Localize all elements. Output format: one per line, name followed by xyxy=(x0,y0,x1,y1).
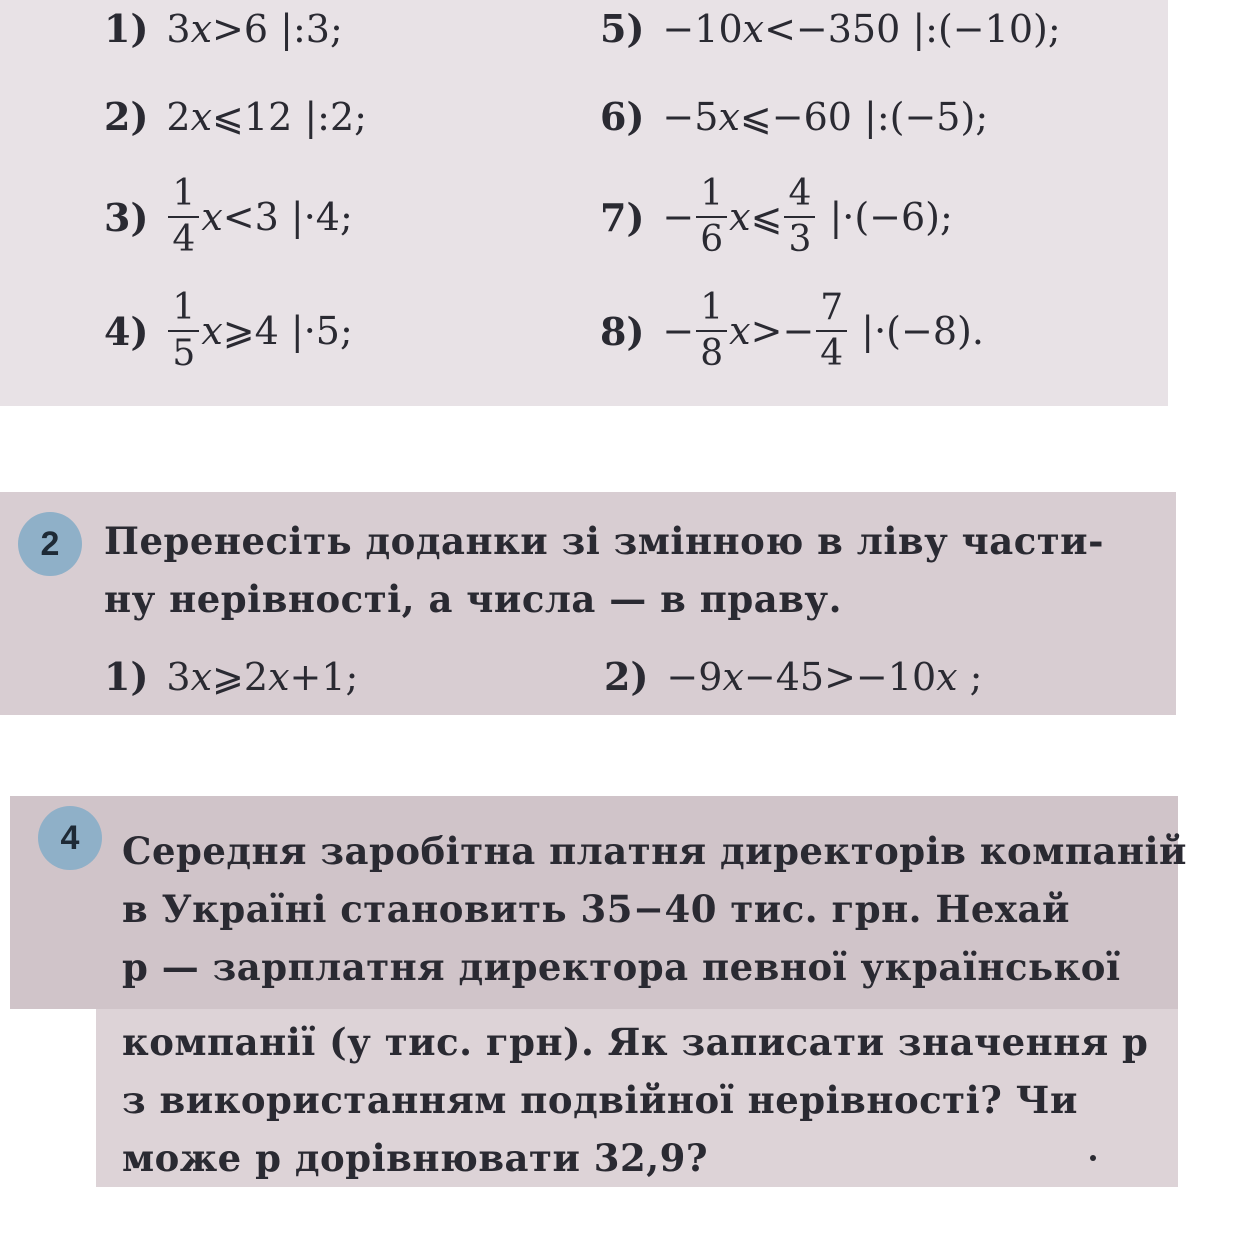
item-number: 1) xyxy=(104,6,149,51)
task-2-statement xyxy=(104,512,1104,628)
denominator: 8 xyxy=(700,333,724,374)
operation: |·4 xyxy=(290,195,340,239)
operation: |:(−10) xyxy=(912,6,1048,51)
task-4-panel-bottom xyxy=(96,1009,1178,1187)
variable: x xyxy=(201,309,223,353)
task-4-statement-top xyxy=(122,822,1187,996)
operation: |·(−8) xyxy=(861,309,972,353)
exercise-item xyxy=(600,6,1061,51)
item-number: 2) xyxy=(604,654,649,699)
variable: x xyxy=(722,654,744,699)
coefficient: −10 xyxy=(662,6,743,51)
variable: x xyxy=(190,94,213,139)
exercise-item xyxy=(604,654,982,699)
statement-line: Середня заробітна платня директорів компаній xyxy=(122,829,1187,873)
punctuation: ; xyxy=(1047,6,1061,51)
denominator: 4 xyxy=(172,219,196,260)
item-number: 1) xyxy=(104,654,149,699)
fraction xyxy=(816,287,847,374)
denominator: 3 xyxy=(788,219,812,260)
punctuation: ; xyxy=(339,309,353,353)
variable: x xyxy=(742,6,765,51)
coefficient: 3 xyxy=(166,6,191,51)
task-4-statement-bottom xyxy=(122,1013,1148,1187)
operation: |·(−6) xyxy=(829,195,941,239)
sign: − xyxy=(662,309,695,353)
relation: ⩾4 xyxy=(222,309,279,353)
item-number: 5) xyxy=(600,6,645,51)
term: 3 xyxy=(166,654,191,699)
coefficient: 2 xyxy=(166,94,191,139)
numerator: 1 xyxy=(168,290,199,332)
task-number-badge: 4 xyxy=(38,806,102,870)
punctuation: ; xyxy=(940,195,953,239)
statement-line: компанії (у тис. грн). Як записати значення p xyxy=(122,1020,1149,1064)
item-number: 8) xyxy=(600,308,645,354)
exercise-item xyxy=(104,654,358,699)
task-number-badge: 2 xyxy=(18,512,82,576)
numerator: 1 xyxy=(696,176,727,218)
fraction xyxy=(168,287,199,374)
task-2-panel xyxy=(0,492,1176,715)
variable: x xyxy=(936,654,958,699)
statement-line: Перенесіть доданки зі змінною в ліву части- xyxy=(104,519,1104,563)
exercise-item xyxy=(600,94,988,139)
punctuation: ; xyxy=(345,654,359,699)
ink-dot xyxy=(1090,1155,1096,1161)
exercise-item xyxy=(104,6,343,51)
exercise-item xyxy=(104,287,353,374)
statement-line: може p дорівнювати 32,9? xyxy=(122,1136,709,1180)
item-number: 6) xyxy=(600,94,645,139)
exercise-item xyxy=(104,94,367,139)
variable: x xyxy=(190,6,213,51)
punctuation: . xyxy=(971,309,984,353)
statement-line: в Україні становить 35−40 тис. грн. Нехай xyxy=(122,887,1070,931)
relation: ⩽ xyxy=(750,195,783,239)
numerator: 1 xyxy=(168,176,199,218)
relation: ⩽−60 xyxy=(739,94,852,139)
numerator: 4 xyxy=(784,176,815,218)
variable: x xyxy=(190,654,213,699)
punctuation: ; xyxy=(329,6,343,51)
statement-line: ну нерівності, а числа — в праву. xyxy=(104,577,842,621)
term: ⩾2 xyxy=(212,654,269,699)
item-number: 7) xyxy=(600,194,645,240)
relation: >6 xyxy=(212,6,269,51)
fraction xyxy=(696,173,727,260)
item-number: 2) xyxy=(104,94,149,139)
punctuation: ; xyxy=(339,195,353,239)
variable: x xyxy=(729,309,751,353)
variable: x xyxy=(268,654,290,699)
fraction xyxy=(784,173,815,260)
operation: |:(−5) xyxy=(864,94,976,139)
task-4-panel-top xyxy=(10,796,1187,1009)
term: +1 xyxy=(289,654,346,699)
variable: x xyxy=(729,195,751,239)
variable: x xyxy=(718,94,740,139)
item-number: 4) xyxy=(104,308,149,354)
statement-line: p — зарплатня директора певної української xyxy=(122,945,1121,989)
fraction xyxy=(696,287,727,374)
statement-line: з використанням подвійної нерівності? Чи xyxy=(122,1078,1078,1122)
exercise-item xyxy=(104,173,353,260)
term: −9 xyxy=(666,654,723,699)
operation: |·5 xyxy=(290,309,340,353)
exercise-panel-1 xyxy=(0,0,1168,406)
operation: |:3 xyxy=(280,6,330,51)
operation: |:2 xyxy=(304,94,355,139)
relation: ⩽12 xyxy=(212,94,293,139)
sign: − xyxy=(662,195,695,239)
exercise-item xyxy=(600,173,953,260)
relation: <3 xyxy=(222,195,279,239)
punctuation: ; xyxy=(354,94,367,139)
item-number: 3) xyxy=(104,194,149,240)
relation: >− xyxy=(750,309,815,353)
fraction xyxy=(168,173,199,260)
numerator: 7 xyxy=(816,290,847,332)
denominator: 6 xyxy=(700,219,724,260)
punctuation: ; xyxy=(969,654,983,699)
denominator: 4 xyxy=(820,333,844,374)
variable: x xyxy=(201,195,223,239)
exercise-item xyxy=(600,287,984,374)
coefficient: −5 xyxy=(662,94,719,139)
punctuation: ; xyxy=(975,94,989,139)
relation: <−350 xyxy=(764,6,901,51)
denominator: 5 xyxy=(172,333,196,374)
term: −45>−10 xyxy=(743,654,937,699)
numerator: 1 xyxy=(696,290,727,332)
